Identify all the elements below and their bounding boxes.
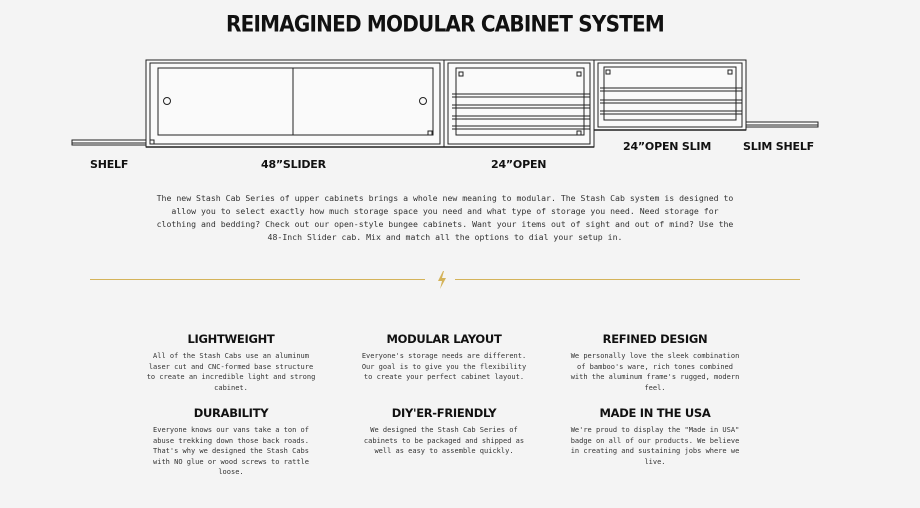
open-24-cabinet-illustration [444,60,594,147]
feature-body: We designed the Stash Cab Series of cabinets to be packaged and shipped as well as easy to assemble quickly. [363,426,525,455]
feature-diyer-friendly [359,406,529,457]
feature-lightweight [146,332,316,393]
lightning-bolt-icon [435,270,449,290]
intro-paragraph: The new Stash Cab Series of upper cabinets brings a whole new meaning to modular. The Stash Cab system is designed to allow you to select exactly how much storage space you need and what type of storage you need. Need storage for clothing and bedding? Check out our open-style bungee cabinets. Want your items out of sight and out of mind? Use the 48-Inch Slider cab. Mix and match all the options to dial your setup in. [156,193,734,242]
shelf-label: SHELF [90,158,129,171]
feature-modular-layout [359,332,529,383]
page-title: REIMAGINED MODULAR CABINET SYSTEM [226,10,664,38]
feature-title: MODULAR LAYOUT [386,332,502,346]
feature-durability [146,406,316,478]
feature-refined-design [570,332,740,393]
feature-body: Everyone knows our vans take a ton of abuse trekking down those back roads. That's why we designed the Stash Cabs with NO glue or wood screws to rattle loose. [153,426,309,476]
feature-title: LIGHTWEIGHT [187,332,275,346]
open-24-label: 24”OPEN [491,158,547,171]
section-divider [90,270,800,290]
feature-body: We personally love the sleek combination of bamboo's ware, rich tones combined with the aluminum frame's rugged, modern feel. [570,352,740,392]
feature-body: Everyone's storage needs are different. Our goal is to give you the flexibility to create your perfect cabinet layout. [361,352,527,381]
feature-title: MADE IN THE USA [599,406,711,420]
feature-body: We're proud to display the "Made in USA" badge on all of our products. We believe in creating and sustaining jobs where we live. [570,426,740,466]
slim-shelf-illustration [746,122,818,127]
divider-line-left [90,279,425,280]
feature-made-in-usa [570,406,740,467]
open-slim-24-cabinet-illustration [594,60,746,130]
feature-title: DURABILITY [193,406,269,420]
slider-48-label: 48”SLIDER [261,158,326,171]
open-slim-24-label: 24”OPEN SLIM [623,140,712,153]
divider-line-right [455,279,800,280]
feature-title: REFINED DESIGN [602,332,708,346]
feature-body: All of the Stash Cabs use an aluminum laser cut and CNC-formed base structure to create an incredible light and strong cabinet. [146,352,316,392]
slim-shelf-label: SLIM SHELF [743,140,814,153]
feature-title: DIY'ER-FRIENDLY [391,406,497,420]
slider-48-cabinet-illustration [146,60,444,147]
shelf-illustration [72,140,148,145]
